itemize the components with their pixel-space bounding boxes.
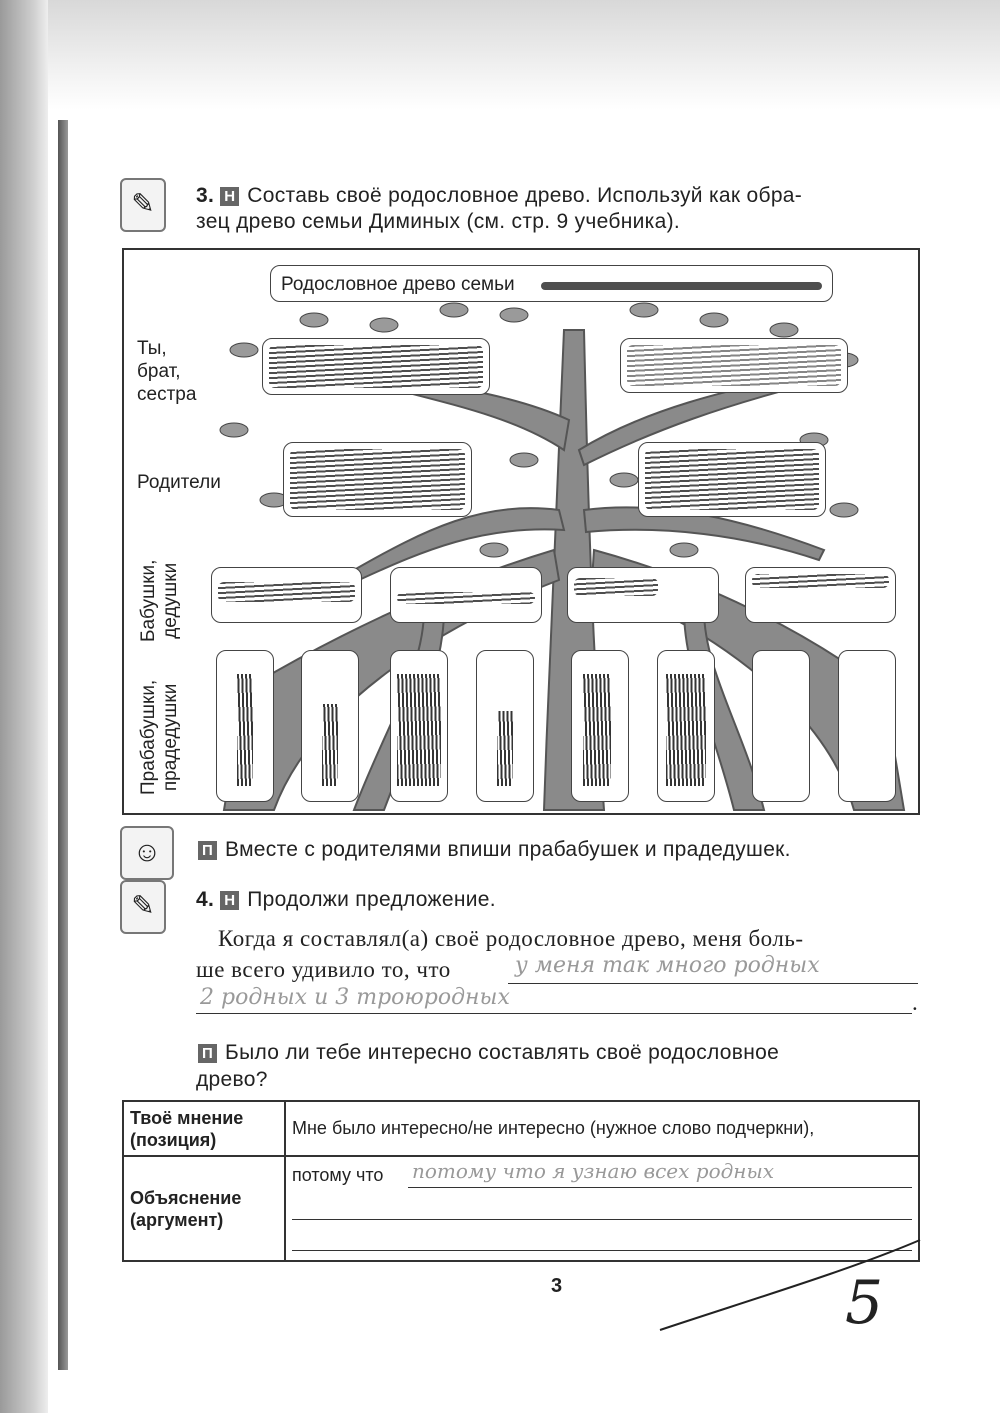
pencil-icon: ✎ [120,880,166,934]
great-grandparent-box[interactable] [571,650,629,802]
period: . [912,990,919,1015]
task-p1 [198,838,791,862]
parent-box[interactable] [638,442,826,517]
pencil-icon: ✎ [120,178,166,232]
family-icon: ☺ [120,826,174,880]
great-grandparent-box[interactable] [838,650,896,802]
great-grandparent-box[interactable] [216,650,274,802]
answer-line[interactable] [408,1187,912,1188]
task3-line2: зец древо семьи Диминых (см. стр. 9 учебника). [196,210,681,233]
task-text: древо? [196,1068,268,1091]
tree-title-box [270,265,833,302]
page-binding [58,120,68,1370]
sibling-box[interactable] [262,338,490,395]
grade-mark: 5 [845,1268,884,1338]
grandparent-box[interactable] [211,567,362,623]
label-great-grandparents: Прабабушки, прадедушки [138,679,181,795]
handwritten-argument: потому что я узнаю всех родных [412,1159,775,1183]
page-number: 3 [551,1275,563,1297]
row-header-opinion: Твоё мнение (позиция) [123,1101,285,1156]
task-text: Вместе с родителями впиши прабабушек и прадедушек. [225,838,791,861]
opinion-text[interactable]: Мне было интересно/не интересно (нужное слово подчеркни), [285,1101,919,1156]
task-text: Было ли тебе интересно составлять своё родословное [225,1041,780,1064]
task-number: 3. [196,184,215,207]
argument-prefix: потому что [292,1165,384,1185]
scan-shadow-left [0,0,48,1413]
label-siblings: Ты, брат, сестра [137,338,197,405]
great-grandparent-box[interactable] [476,650,534,802]
task-p2 [198,1041,918,1065]
teacher-check-stroke [650,1230,950,1340]
tree-title: Родословное древо семьи [281,274,515,295]
badge-n: Н [220,891,239,910]
badge-p: П [198,1044,217,1063]
handwritten-answer: у меня так много родных [515,953,820,978]
grandparent-box[interactable] [390,567,542,623]
task-number: 4. [196,888,215,911]
great-grandparent-box[interactable] [390,650,448,802]
sibling-box[interactable] [620,338,848,393]
answer-line[interactable] [292,1219,912,1220]
scan-shadow-top [0,0,1000,110]
badge-n: Н [220,187,239,206]
sentence-line1: Когда я составлял(а) своё родословное древо, меня боль- [218,926,804,951]
parent-box[interactable] [283,442,472,517]
great-grandparent-box[interactable] [301,650,359,802]
task4-heading [196,888,496,912]
answer-line[interactable] [508,983,918,984]
sentence-line2: ше всего удивило то, что [196,957,451,982]
grandparent-box[interactable] [567,567,719,623]
badge-p: П [198,841,217,860]
name-scribble [541,282,822,290]
answer-line[interactable] [196,1013,912,1014]
handwritten-answer: 2 родных и 3 троюродных [200,985,510,1010]
grandparent-box[interactable] [745,567,896,623]
label-grandparents: Бабушки, дедушки [138,559,181,642]
task3-line1 [196,184,802,208]
great-grandparent-box[interactable] [657,650,715,802]
task-text: Продолжи предложение. [247,888,496,911]
task-text: Составь своё родословное древо. Используй как обра- [247,184,803,207]
label-parents: Родители [137,472,221,493]
great-grandparent-box[interactable] [752,650,810,802]
row-header-argument: Объяснение (аргумент) [123,1156,285,1261]
